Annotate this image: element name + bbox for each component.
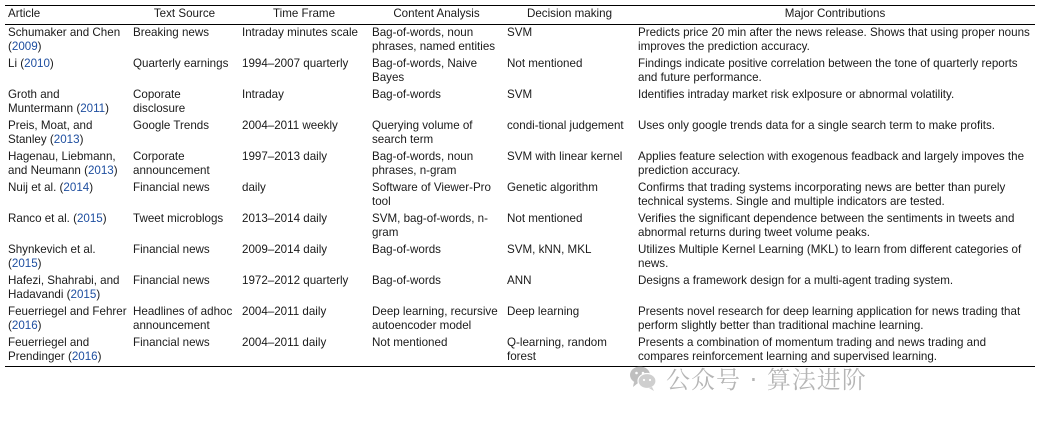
cell-time-frame: Intraday [242,87,284,101]
cell-text-source: Quarterly earnings [133,56,229,70]
cell-major-contributions: Verifies the significant dependence between the sentiments in tweets and abnormal returns during tweet volume peaks. [638,211,1015,239]
cell-time-frame: daily [242,180,266,194]
article-year-link[interactable]: 2010 [24,56,50,70]
article-authors: Feuerriegel and Prendinger [8,335,90,363]
cell-major-contributions: Identifies intraday market risk exlposure or abnormal volatility. [638,87,955,101]
article-year-link[interactable]: 2015 [11,257,38,270]
cell-major-contributions: Uses only google trends data for a single search term to make profits. [638,118,996,132]
cell-decision-making: SVM, kNN, MKL [507,242,592,256]
article-year-link[interactable]: 2014 [63,180,90,194]
table-row [5,273,1035,304]
article-authors: Hagenau, Liebmann, and Neumann [8,149,116,177]
cell-time-frame: 2013–2014 daily [242,211,328,225]
header-article: Article [5,6,130,25]
header-decision-making: Decision making [504,6,635,25]
cell-decision-making: SVM with linear kernel [507,149,623,163]
cell-text-source: Tweet microblogs [133,211,224,225]
table-row [5,242,1035,273]
header-text-source: Text Source [130,6,239,25]
cell-major-contributions: Utilizes Multiple Kernel Learning (MKL) to learn from different categories of news. [638,242,1022,270]
cell-decision-making: ANN [507,273,532,287]
article-authors: Nuij et al. [8,180,57,194]
cell-text-source: Financial news [133,180,210,194]
cell-article: Nuij et al. (2014) [8,180,94,194]
cell-text-source: Financial news [133,273,210,287]
cell-article: Preis, Moat, and Stanley (2013) [8,118,93,146]
article-authors: Li [8,56,18,70]
cell-text-source: Headlines of adhoc announcement [133,304,233,332]
cell-decision-making: SVM [507,25,533,39]
cell-major-contributions: Applies feature selection with exogenous feadback and largely impoves the prediction accuracy. [638,149,1025,177]
cell-major-contributions: Confirms that trading systems incorporating news are better than purely technical systems. Single and multiple indicators are tested. [638,180,1006,208]
cell-content-analysis: Bag-of-words, Naive Bayes [372,56,478,84]
literature-table [5,5,1035,367]
cell-time-frame: 1972–2012 quarterly [242,273,349,287]
cell-major-contributions: Presents novel research for deep learning application for news trading that perform slightly better than traditional machine learning. [638,304,1021,332]
cell-text-source: Google Trends [133,118,210,132]
header-row [5,6,1035,25]
article-year-link[interactable]: 2015 [76,211,103,225]
table-row [5,24,1035,56]
cell-content-analysis: Querying volume of search term [372,118,473,146]
table-row [5,304,1035,335]
cell-article: Groth and Muntermann (2011) [8,87,109,115]
article-year-link[interactable]: 2013 [53,133,80,146]
article-authors: Preis, Moat, and Stanley [8,118,93,146]
cell-time-frame: 2004–2011 daily [239,335,369,367]
cell-major-contributions: Designs a framework design for a multi-agent trading system. [638,273,954,287]
cell-major-contributions: Presents a combination of momentum trading and news trading and compares reinforcement learning and supervised learning. [635,335,1035,367]
table-header [5,6,1035,25]
cell-decision-making: Not mentioned [507,56,583,70]
cell-text-source: Coporate disclosure [133,87,186,115]
cell-text-source: Corporate announcement [133,149,210,177]
article-authors: Hafezi, Shahrabi, and Hadavandi [8,273,120,301]
cell-content-analysis: Bag-of-words, noun phrases, n-gram [372,149,474,177]
table-body [5,24,1035,366]
cell-article: Feuerriegel and Prendinger (2016) [5,335,130,367]
article-authors: Feuerriegel and Fehrer [8,304,127,318]
cell-article: Li (2010) [8,56,54,70]
article-authors: Shynkevich et al. [8,242,96,256]
cell-content-analysis: Not mentioned [369,335,504,367]
cell-article: Hafezi, Shahrabi, and Hadavandi (2015) [8,273,120,301]
article-authors: Schumaker and Chen [8,25,121,39]
cell-article: Shynkevich et al. (2015) [8,242,96,270]
table-row [5,180,1035,211]
cell-content-analysis: Bag-of-words [372,87,441,101]
cell-article: Feuerriegel and Fehrer (2016) [8,304,127,332]
table-row [5,118,1035,149]
cell-decision-making: Genetic algorithm [507,180,598,194]
article-year-link[interactable]: 2011 [80,102,106,115]
cell-major-contributions: Findings indicate positive correlation between the tone of quarterly reports and future performance. [638,56,1018,84]
article-year-link[interactable]: 2013 [87,164,114,177]
article-authors: Ranco et al. [8,211,70,225]
cell-decision-making: Deep learning [507,304,580,318]
cell-content-analysis: Bag-of-words [372,273,441,287]
table-row [5,56,1035,87]
table-row [5,335,1035,367]
article-year-link[interactable]: 2016 [71,350,98,363]
header-time-frame: Time Frame [239,6,369,25]
article-year-link[interactable]: 2015 [70,288,97,301]
table-row [5,211,1035,242]
cell-time-frame: 2004–2011 daily [242,304,327,318]
article-year-link[interactable]: 2009 [11,40,38,53]
cell-content-analysis: SVM, bag-of-words, n-gram [372,211,488,239]
cell-article: Ranco et al. (2015) [8,211,107,225]
cell-decision-making: Not mentioned [507,211,583,225]
cell-decision-making: condi-tional judgement [507,118,624,132]
header-content-analysis: Content Analysis [369,6,504,25]
cell-time-frame: 2009–2014 daily [242,242,328,256]
cell-time-frame: 1994–2007 quarterly [242,56,349,70]
cell-decision-making: Q-learning, random forest [504,335,635,367]
wechat-logo-icon [628,363,658,393]
watermark-text: 公众号 · 算法进阶 [666,366,867,394]
article-year-link[interactable]: 2016 [11,319,38,332]
cell-text-source: Financial news [133,242,210,256]
article-authors: Groth and Muntermann [8,87,74,115]
cell-text-source: Breaking news [133,25,210,39]
cell-time-frame: Intraday minutes scale [242,25,358,39]
cell-major-contributions: Predicts price 20 min after the news release. Shows that using proper nouns improves the prediction accuracy. [638,25,1030,53]
cell-time-frame: 2004–2011 weekly [242,118,338,132]
table-row [5,149,1035,180]
cell-content-analysis: Bag-of-words [372,242,441,256]
cell-time-frame: 1997–2013 daily [242,149,328,163]
cell-content-analysis: Bag-of-words, noun phrases, named entities [372,25,496,53]
cell-content-analysis: Deep learning, recursive autoencoder model [372,304,498,332]
cell-text-source: Financial news [130,335,239,367]
cell-content-analysis: Software of Viewer-Pro tool [372,180,491,208]
header-major-contributions: Major Contributions [635,6,1035,25]
table-row [5,87,1035,118]
cell-article: Schumaker and Chen (2009) [8,25,121,53]
cell-article: Hagenau, Liebmann, and Neumann (2013) [8,149,118,177]
cell-decision-making: SVM [507,87,533,101]
